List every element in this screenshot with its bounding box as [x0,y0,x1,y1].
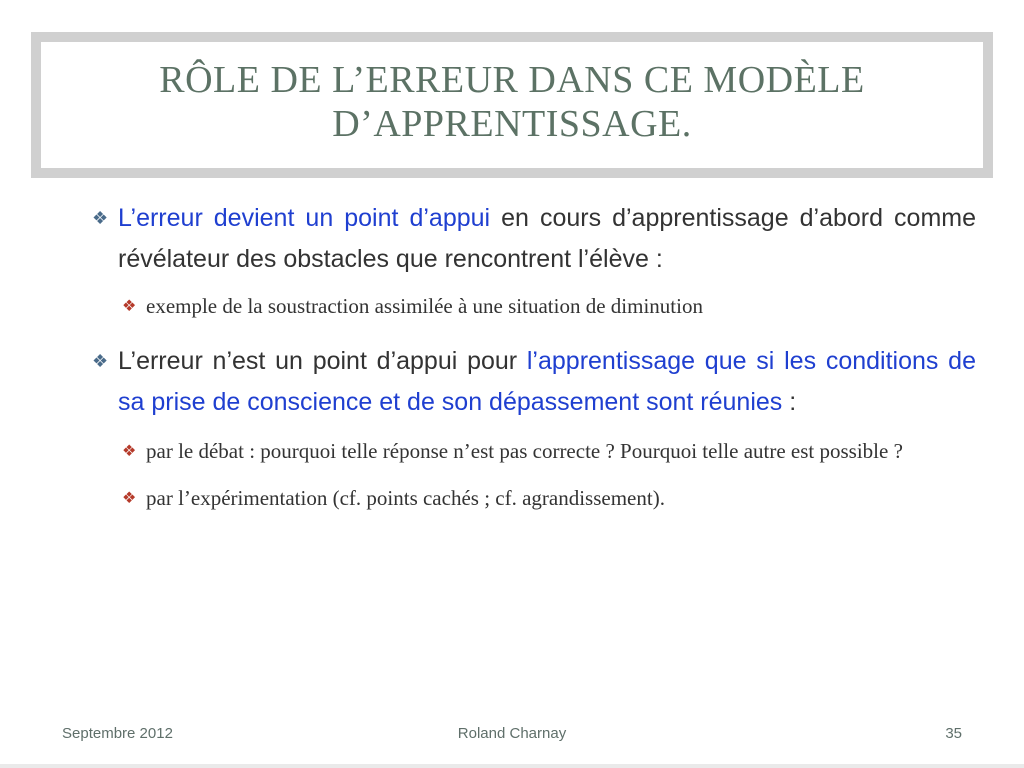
sub-bullet-2-text: par le débat : pourquoi telle réponse n’est pas correcte ? Pourquoi telle autre est possible ? [146,439,903,463]
sub-bullet-1-text: exemple de la soustraction assimilée à une situation de diminution [146,294,703,318]
bullet-2-highlight: l’apprentissage que si les conditions de sa prise de conscience et de son dépassement sont réunies [118,347,976,416]
slide-title [159,58,864,146]
diamond-bullet-icon: ❖ [92,208,109,228]
bullet-1-text: en cours d’apprentissage d’abord comme révélateur des obstacles que rencontrent l’élève : [118,204,977,273]
slide-title-line-1: RÔLE DE L’ERREUR DANS CE MODÈLE [159,59,865,101]
footer-date: Septembre 2012 [62,725,173,742]
bullet-1-highlight: L’erreur devient un point d’appui [118,204,491,232]
bullet-2-text-after: : [782,388,797,416]
footer-author: Roland Charnay [457,725,567,742]
diamond-bullet-icon: ❖ [122,443,137,460]
title-box [41,42,983,168]
slide-title-line-2: D’APPRENTISSAGE. [332,103,692,145]
sub-bullet-1 [122,290,976,323]
bottom-divider [0,764,1024,768]
slide-content [92,198,976,515]
diamond-bullet-icon: ❖ [92,351,109,371]
bullet-2-text-before: L’erreur n’est un point d’appui pour [118,347,527,375]
sub-bullet-3-text: par l’expérimentation (cf. points cachés ; cf. agrandissement). [146,486,665,510]
title-frame [31,32,993,178]
diamond-bullet-icon: ❖ [122,490,137,507]
bullet-1 [92,198,976,280]
sub-bullet-2 [122,435,976,468]
footer-page-number: 35 [945,725,962,742]
bullet-2 [92,341,976,423]
sub-bullet-3 [122,482,976,515]
diamond-bullet-icon: ❖ [122,298,137,315]
